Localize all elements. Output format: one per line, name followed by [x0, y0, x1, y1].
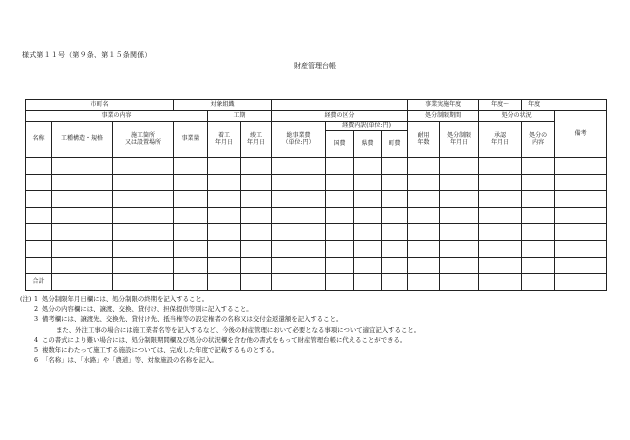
approval-date-label [479, 122, 522, 158]
header-row-1 [26, 100, 607, 111]
total-row[interactable] [26, 274, 607, 291]
table-row[interactable] [26, 224, 607, 241]
completion-date-label [241, 122, 272, 158]
property-ledger-table [25, 99, 607, 291]
note-item [20, 314, 610, 324]
table-row[interactable] [26, 191, 607, 208]
disposal-line-1: 処分の [529, 131, 548, 139]
table-row[interactable] [26, 174, 607, 191]
national-cost-label: 国費 [326, 131, 354, 158]
target-org-value[interactable] [272, 100, 408, 111]
note-item [20, 325, 610, 335]
note-text: 処分の内容欄には、譲渡、交換、貸付け、担保提供等別に記入すること。 [42, 305, 253, 314]
disposal-line-2: 内容 [532, 138, 545, 146]
start-date-label [208, 122, 241, 158]
expense-category-label: 経費の区分 [272, 111, 408, 122]
fiscal-from-label: 年度～ [479, 100, 522, 111]
total-line-2: （単位:円） [282, 138, 315, 146]
disposal-limit-date-label [440, 122, 479, 158]
target-org-label: 対象組織 [174, 100, 272, 111]
municipal-cost-label: 町費 [382, 131, 408, 158]
form-number-label: 様式第１１号（第９条、第１５条関係） [22, 51, 152, 59]
limit-line-2: 年月日 [450, 138, 469, 146]
note-item [20, 304, 610, 314]
project-content-label: 事業の内容 [26, 111, 208, 122]
construction-period-label: 工期 [208, 111, 272, 122]
note-number: 3 [34, 315, 39, 324]
complete-line-1: 竣工 [250, 131, 263, 139]
note-number: 2 [34, 305, 39, 314]
note-number: 1 [34, 295, 39, 303]
total-line-1: 総事業費 [286, 131, 311, 139]
total-row-label: 合計 [26, 274, 52, 291]
total-cost-label [272, 122, 326, 158]
durable-line-1: 耐用 [417, 131, 430, 139]
note-item [20, 345, 610, 355]
note-number: 5 [34, 346, 39, 355]
approval-line-1: 承認 [494, 131, 507, 139]
work-structure-label: 工種構造・規格 [52, 122, 113, 158]
remarks-label: 備考 [555, 111, 607, 158]
disposal-period-label: 処分制限期間 [408, 111, 479, 122]
header-row-3 [26, 122, 607, 131]
prefectural-cost-label: 県費 [354, 131, 382, 158]
disposal-status-label: 処分の状況 [479, 111, 555, 122]
header-row-2 [26, 111, 607, 122]
complete-line-2: 年月日 [247, 138, 266, 146]
name-label: 名称 [26, 122, 52, 158]
notes-prefix: (注) [20, 295, 32, 303]
start-line-1: 着工 [218, 131, 231, 139]
note-text: 処分制限年月日欄には、処分制限の終期を記入すること。 [42, 295, 209, 303]
note-item [20, 335, 610, 345]
table-row[interactable] [26, 240, 607, 257]
note-item [20, 294, 610, 304]
municipality-label: 市町名 [26, 100, 174, 111]
implementation-year-label: 事業実施年度 [408, 100, 479, 111]
note-text: この書式により難い場合には、処分制限期間欄及び処分の状況欄を含む他の書式をもって財産管理台帳に代えることができる。 [42, 335, 407, 344]
table-row[interactable] [26, 158, 607, 175]
table-row[interactable] [26, 257, 607, 274]
expense-breakdown-label: 経費内訳(単位:円) [326, 122, 408, 131]
start-line-2: 年月日 [215, 138, 234, 146]
approval-line-2: 年月日 [491, 138, 510, 146]
limit-line-1: 処分制限 [447, 131, 472, 139]
page-title: 財産管理台帳 [294, 62, 336, 70]
note-number: 6 [34, 356, 39, 365]
notes-section [20, 294, 610, 365]
location-line-1: 施工箇所 [131, 131, 156, 139]
note-text: 「名称」は、「水路」や「農道」等、対象施設の名称を記入。 [42, 356, 218, 365]
note-number: 4 [34, 335, 39, 344]
table-row[interactable] [26, 207, 607, 224]
durable-line-2: 年数 [417, 138, 430, 146]
fiscal-to-label: 年度 [522, 100, 607, 111]
note-text: 複数年にわたって施工する施設については、完成した年度で記載するものとする。 [42, 346, 279, 355]
note-item [20, 355, 610, 365]
location-label [113, 122, 174, 158]
note-text: 備考欄には、譲渡先、交換先、貸付け先、抵当権等の設定権者の名称又は交付金返還額を記入すること。 [42, 315, 343, 324]
disposal-content-label [522, 122, 555, 158]
location-line-2: 又は設置場所 [125, 138, 162, 146]
quantity-label: 事業量 [174, 122, 208, 158]
note-text: また、外注工事の場合には施工業者名等を記入するなど、今後の財産管理において必要となる事項について適宜記入すること。 [56, 325, 421, 334]
durable-years-label [408, 122, 440, 158]
